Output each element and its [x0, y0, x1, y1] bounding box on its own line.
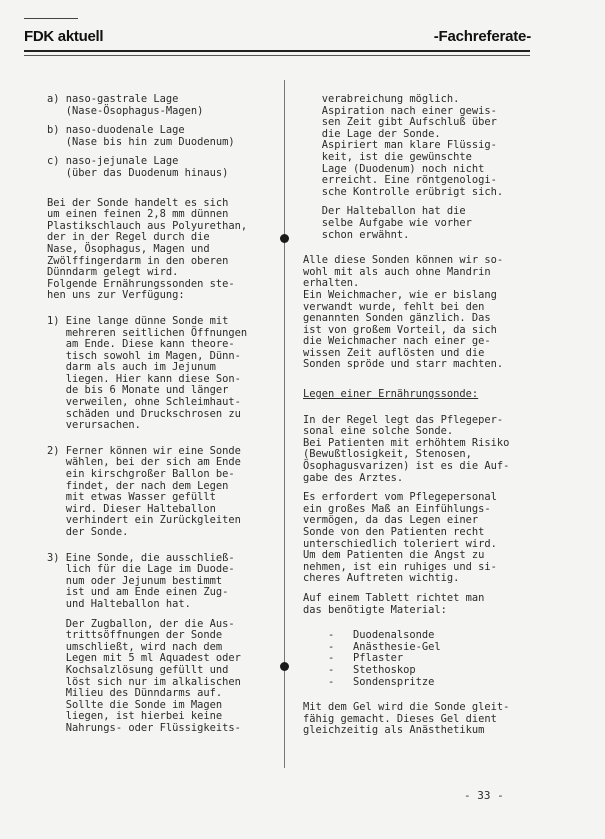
- text-line: verweilen, ohne Schleimhaut-: [47, 396, 241, 409]
- text-line: vermögen, da das Legen einer: [303, 514, 479, 527]
- paragraph: [303, 94, 533, 198]
- text-line: 1) Eine lange dünne Sonde mit: [47, 314, 229, 327]
- text-line: unterschiedlich toleriert wird.: [303, 537, 497, 550]
- text-line: Der Zugballon, der die Aus-: [47, 617, 235, 630]
- text-line: mit etwas Wasser gefüllt: [47, 491, 216, 504]
- paragraph: [47, 316, 281, 432]
- text-line: verabreichung möglich.: [303, 93, 460, 105]
- paragraph-gap: [303, 371, 533, 389]
- text-line: Plastikschlauch aus Polyurethan,: [47, 219, 248, 232]
- text-line: die Lage der Sonde.: [303, 127, 441, 140]
- binding-hole: [280, 662, 289, 671]
- text-line: de bis 6 Monate und länger: [47, 384, 229, 397]
- text-line: - Stethoskop: [303, 663, 416, 676]
- text-line: Nase, Ösophagus, Magen und: [47, 242, 210, 255]
- text-line: verursachen.: [47, 419, 141, 432]
- text-line: um einen feinen 2,8 mm dünnen: [47, 208, 229, 221]
- text-line: erreicht. Eine röntgenologi-: [303, 174, 497, 187]
- text-line: Lage (Duodenum) noch nicht: [303, 162, 485, 175]
- text-line: Sonde von den Patienten recht: [303, 526, 485, 538]
- text-line: wissen Zeit auflösten und die: [303, 346, 485, 359]
- text-line: wählen, bei der sich am Ende: [47, 456, 241, 469]
- text-line: Dünndarm gelegt wird.: [47, 266, 179, 279]
- text-line: - Duodenalsonde: [303, 629, 435, 642]
- text-line: sche Kontrolle erübrigt sich.: [303, 185, 504, 198]
- text-line: verwandt wurde, fehlt bei den: [303, 300, 485, 313]
- text-line: Kochsalzlösung gefüllt und: [47, 663, 229, 676]
- paragraph: [47, 198, 281, 302]
- text-line: Ösophagusvarizen) ist es die Auf-: [303, 460, 510, 473]
- text-line: Es erfordert vom Pflegepersonal: [303, 491, 497, 504]
- paragraph-gap: [47, 302, 281, 316]
- text-line: Mit dem Gel wird die Sonde gleit-: [303, 701, 510, 714]
- page-number: - 33 -: [464, 789, 504, 802]
- paragraph: [47, 619, 281, 735]
- text-line: 2) Ferner können wir eine Sonde: [47, 444, 241, 457]
- text-line: keit, ist die gewünschte: [303, 150, 472, 163]
- paragraph: [303, 206, 533, 241]
- text-line: a) naso-gastrale Lage: [47, 93, 179, 105]
- text-line: verhindert ein Zurückgleiten: [47, 514, 241, 527]
- paragraph-gap: [47, 180, 281, 198]
- text-line: - Pflaster: [303, 652, 404, 665]
- text-line: gleichzeitig als Anästhetikum: [303, 724, 485, 737]
- text-line: (Nase-Ösophagus-Magen): [47, 104, 204, 117]
- text-line: Milieu des Dünndarms auf.: [47, 687, 223, 700]
- text-line: Aspiriert man klare Flüssig-: [303, 139, 497, 152]
- header-rule-thin: [24, 55, 530, 56]
- header-title: FDK aktuell: [24, 28, 104, 45]
- text-line: 3) Eine Sonde, die ausschließ-: [47, 551, 235, 564]
- text-line: ist von großem Vorteil, da sich: [303, 323, 497, 336]
- text-line: Folgende Ernährungssonden ste-: [47, 277, 235, 290]
- text-line: num oder Jejunum bestimmt: [47, 574, 223, 587]
- paragraph: [303, 415, 533, 485]
- text-line: genannten Sonden gänzlich. Das: [303, 312, 491, 325]
- heading-text: Legen einer Ernährungssonde:: [303, 388, 479, 401]
- paragraph-gap: [47, 432, 281, 446]
- text-line: Nahrungs- oder Flüssigkeits-: [47, 721, 241, 734]
- text-line: trittsöffnungen der Sonde: [47, 629, 223, 642]
- paragraph-gap: [303, 688, 533, 702]
- text-line: Sonden spröde und starr machten.: [303, 358, 504, 371]
- paragraph: [303, 492, 533, 585]
- text-line: - Sondenspritze: [303, 675, 435, 688]
- text-line: c) naso-jejunale Lage: [47, 155, 179, 168]
- text-line: Aspiration nach einer gewis-: [303, 104, 497, 117]
- top-rule: [24, 18, 78, 19]
- paragraph: [303, 593, 533, 616]
- text-line: schon erwähnt.: [303, 228, 410, 241]
- text-line: ist und am Ende einen Zug-: [47, 586, 229, 599]
- paragraph: [47, 94, 281, 117]
- text-line: und Halteballon hat.: [47, 597, 191, 610]
- text-line: der Sonde.: [47, 526, 129, 538]
- text-line: selbe Aufgabe wie vorher: [303, 216, 472, 229]
- text-line: sen Zeit gibt Aufschluß über: [303, 116, 497, 129]
- text-line: lich für die Lage im Duode-: [47, 563, 235, 576]
- text-line: liegen, ist hierbei keine: [47, 710, 223, 723]
- left-column: [47, 94, 281, 735]
- text-line: findet, der nach dem Legen: [47, 479, 229, 492]
- text-line: der in der Regel durch die: [47, 231, 210, 244]
- text-line: b) naso-duodenale Lage: [47, 124, 185, 137]
- text-line: tisch sowohl im Magen, Dünn-: [47, 349, 241, 362]
- right-column: [303, 94, 533, 737]
- text-line: Auf einem Tablett richtet man: [303, 591, 485, 604]
- text-line: Legen mit 5 ml Aquadest oder: [47, 652, 241, 665]
- paragraph-gap: [303, 241, 533, 255]
- text-line: hen uns zur Verfügung:: [47, 289, 185, 302]
- text-line: cheres Auftreten wichtig.: [303, 572, 460, 585]
- paragraph: [303, 255, 533, 371]
- paragraph: [303, 630, 533, 688]
- text-line: Zwölffingerdarm in den oberen: [47, 254, 229, 267]
- paragraph-gap: [303, 401, 533, 415]
- paragraph-gap: [47, 539, 281, 553]
- text-line: ein kirschgroßer Ballon be-: [47, 468, 235, 481]
- text-line: Ein Weichmacher, wie er bislang: [303, 288, 497, 301]
- text-line: erhalten.: [303, 277, 360, 290]
- text-line: schäden und Druckschrosen zu: [47, 407, 241, 420]
- paragraph: [47, 446, 281, 539]
- text-line: wohl mit als auch ohne Mandrin: [303, 265, 491, 278]
- text-line: umschließt, wird nach dem: [47, 640, 223, 653]
- paragraph: [47, 125, 281, 148]
- text-line: liegen. Hier kann diese Son-: [47, 372, 241, 385]
- text-line: fähig gemacht. Dieses Gel dient: [303, 712, 497, 725]
- text-line: Der Halteballon hat die: [303, 205, 466, 218]
- text-line: - Anästhesie-Gel: [303, 640, 441, 653]
- text-line: (Bewußtlosigkeit, Stenosen,: [303, 448, 472, 461]
- paragraph: [303, 702, 533, 737]
- text-line: Sollte die Sonde im Magen: [47, 698, 223, 711]
- text-line: am Ende. Diese kann theore-: [47, 338, 235, 351]
- header-section: -Fachreferate-: [433, 28, 531, 45]
- text-line: (Nase bis hin zum Duodenum): [47, 135, 235, 148]
- text-line: In der Regel legt das Pflegeper-: [303, 413, 504, 426]
- text-line: ein großes Maß an Einfühlungs-: [303, 502, 491, 515]
- text-line: darm als auch im Jejunum: [47, 361, 216, 374]
- text-line: die Weichmacher nach einer ge-: [303, 335, 491, 348]
- text-line: Bei der Sonde handelt es sich: [47, 196, 229, 209]
- text-line: nehmen, ist ein ruhiges und si-: [303, 560, 497, 573]
- paragraph: [47, 156, 281, 179]
- text-line: mehreren seitlichen Öffnungen: [47, 326, 248, 339]
- binding-hole: [280, 234, 289, 243]
- section-heading: [303, 389, 533, 401]
- text-line: (über das Duodenum hinaus): [47, 166, 229, 179]
- text-line: sonal eine solche Sonde.: [303, 425, 454, 438]
- paragraph: [47, 553, 281, 611]
- paragraph-gap: [303, 616, 533, 630]
- text-line: Bei Patienten mit erhöhtem Risiko: [303, 436, 510, 449]
- text-line: Um dem Patienten die Angst zu: [303, 549, 485, 562]
- text-line: das benötigte Material:: [303, 603, 447, 616]
- text-line: löst sich nur im alkalischen: [47, 675, 241, 688]
- text-line: Alle diese Sonden können wir so-: [303, 254, 504, 267]
- text-line: wird. Dieser Halteballon: [47, 502, 216, 515]
- text-line: gabe des Arztes.: [303, 471, 404, 484]
- header-rule: [24, 50, 530, 52]
